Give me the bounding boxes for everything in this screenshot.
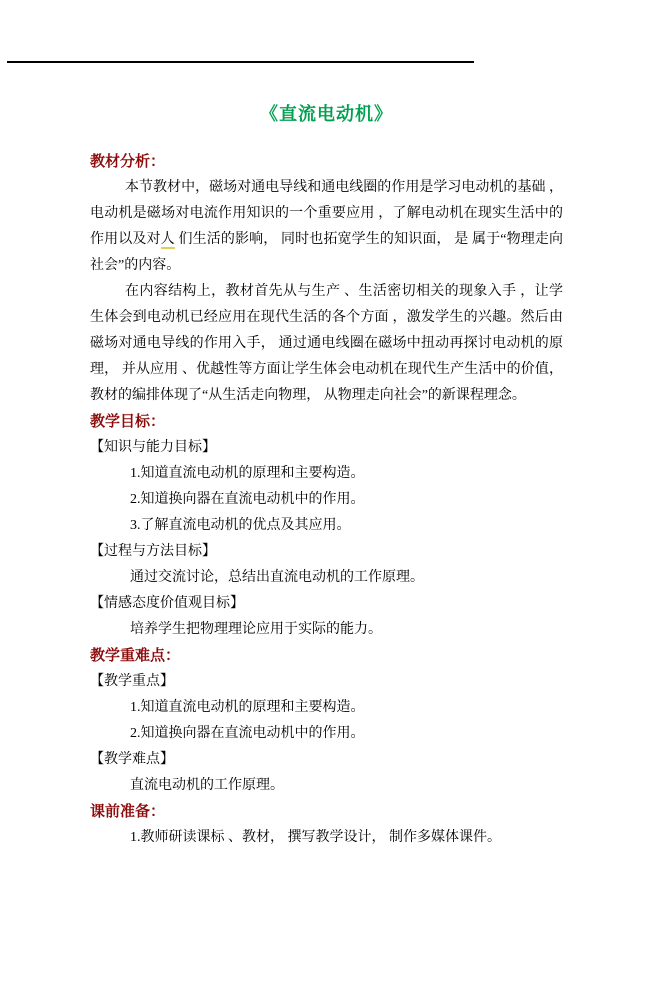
subheading-difficult-point: 【教学难点】 [90,752,174,767]
subheading-process-method: 【过程与方法目标】 [90,544,216,559]
objective-item: 3.了解直流电动机的优点及其应用。 [130,518,351,533]
header-rule [7,61,474,63]
spellcheck-marked-text: 人 [160,232,175,247]
material-analysis-paragraph-2: 在内容结构上，教材首先从与生产 、生活密切相关的现象入手 ，让学生体会到电动机已经应用在现代生活的各个方面 ，激发学生的兴趣。然后由磁场对通电导线的作用入手， 通过通电线圈在磁场中扭动再探讨电动机的原理， 并从应用 、优越性等方面让学生体会电动机在现代生产生活中的价值， 教材的编排体现了“从生活走向物理， 从物理走向社会”的新课程理念。 [90,284,563,403]
objective-text: 通过交流讨论，总结出直流电动机的工作原理。 [130,570,424,585]
subheading-knowledge-ability: 【知识与能力目标】 [90,440,216,455]
material-analysis-paragraph-1 [90,175,563,279]
section-heading-objectives: 教学目标： [90,414,166,430]
key-point-item: 2.知道换向器在直流电动机中的作用。 [130,726,365,741]
section-heading-preparation: 课前准备： [90,804,166,820]
objective-item: 2.知道换向器在直流电动机中的作用。 [130,492,365,507]
objective-text: 培养学生把物理理论应用于实际的能力。 [130,622,382,637]
objective-item: 1.知道直流电动机的原理和主要构造。 [130,466,365,481]
subheading-emotion-attitude: 【情感态度价值观目标】 [90,596,244,611]
paragraph-text: 们生活的影响， 同时也拓宽学生的知识面， 是 属于“物理走向社会”的内容。 [90,232,564,273]
subheading-key-point: 【教学重点】 [90,674,174,689]
paragraph-text: 本节教材中，磁场对通电导线和通电线圈的作用是学习电动机的基础 ，电动机是磁场对电流作用知识的一个重要应用 ，了解电动机在现实生活中的作用以及对 [90,180,563,247]
document-page [0,61,661,996]
page-title: 《直流电动机》 [260,104,393,124]
section-heading-material-analysis: 教材分析： [90,154,166,170]
difficult-point-text: 直流电动机的工作原理。 [130,778,284,793]
document-content [0,101,653,851]
section-heading-key-points: 教学重难点： [90,648,181,664]
preparation-item: 1.教师研读课标 、教材， 撰写教学设计， 制作多媒体课件。 [130,830,501,845]
key-point-item: 1.知道直流电动机的原理和主要构造。 [130,700,365,715]
